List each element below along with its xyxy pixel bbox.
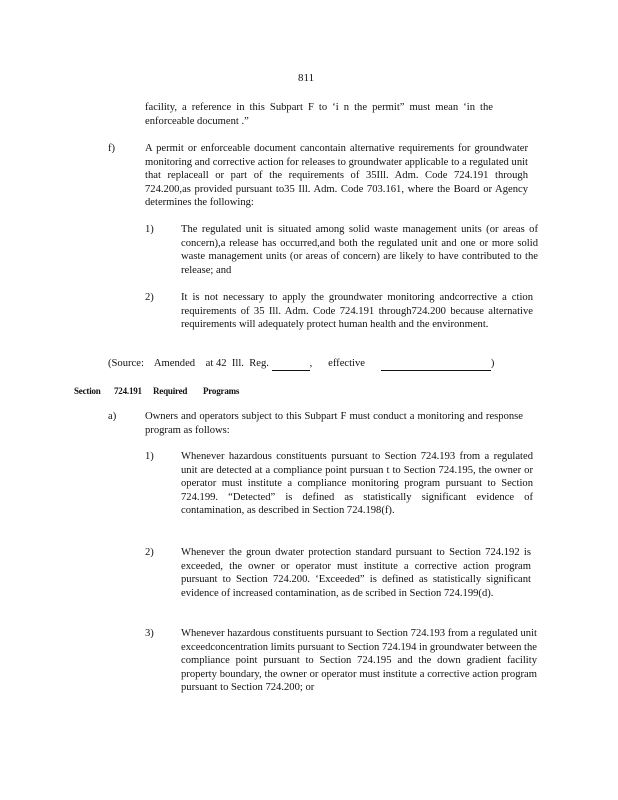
source-prefix: (Source: Amended at 42 Ill. Reg. (108, 358, 269, 369)
item-f2-label: 2) (145, 292, 154, 303)
source-suffix: ) (490, 358, 495, 369)
item-f1-label: 1) (145, 224, 154, 235)
source-note (108, 357, 528, 371)
register-blank (272, 359, 310, 371)
page-number: 811 (298, 72, 315, 84)
item-f1-paragraph: The regulated unit is situated among solid waste management units (or areas of concern),a release has occurred,and both the regulated unit and one or more solid waste management units (or areas of concern) are likely to have contributed to the release; and (181, 224, 538, 276)
item-a-label: a) (108, 411, 117, 422)
item-a2-label: 2) (145, 547, 154, 558)
section-title-word2: Programs (203, 386, 240, 396)
item-a3-label: 3) (145, 628, 154, 639)
source-mid: , effective (309, 358, 365, 369)
section-title-word1: Required (153, 386, 188, 396)
item-f-paragraph: A permit or enforceable document cancontain alternative requirements for groundwater monitoring and corrective action for releases to groundwater applicable to a regulated unit that replaceall or part of the requirements of 35Ill. Adm. Code 724.191 through 724.200,as provided pursuant to35 Ill. Adm. Code 703.161, where the Board or Agency determines the following: (145, 143, 528, 209)
item-f-label: f) (108, 143, 116, 154)
item-a2-paragraph: Whenever the groun dwater protection standard pursuant to Section 724.192 is exceeded, the owner or operator must institute a corrective action program pursuant to Section 724.200. ‘Exceeded” is defined as statistically significant evidence of increased contamination, as de scribed in Section 724.199(d). (181, 547, 531, 599)
item-a3-paragraph: Whenever hazardous constituents pursuant to Section 724.193 from a regulated unit exceedconcentration limits pursuant to Section 724.194 in groundwater between the compliance point pursuant to Section 724.195 and the down gradient facility property boundary, the owner or operator must institute a corrective action program pursuant to Section 724.200; or (181, 628, 537, 694)
item-a-paragraph: Owners and operators subject to this Subpart F must conduct a monitoring and response program as follows: (145, 411, 523, 436)
section-number: 724.191 (114, 386, 142, 396)
continuation-paragraph: facility, a reference in this Subpart F to ‘i n the permit” must mean ‘in the enforceable document .” (145, 102, 493, 127)
item-a1-label: 1) (145, 451, 154, 462)
item-f2-paragraph: It is not necessary to apply the groundwater monitoring andcorrective a ction requirements of 35 Ill. Adm. Code 724.191 through724.200 because alternative requirements will adequately protect human health and the environment. (181, 292, 533, 331)
item-a1-paragraph: Whenever hazardous constituents pursuant to Section 724.193 from a regulated unit are detected at a compliance point pursuan t to Section 724.195, the owner or operator must institute a compliance monitoring program pursuant to Section 724.199. “Detected” is defined as statistically significant evidence of contamination, as described in Section 724.198(f). (181, 451, 533, 517)
effective-date-blank (381, 359, 491, 371)
section-word: Section (74, 386, 101, 396)
